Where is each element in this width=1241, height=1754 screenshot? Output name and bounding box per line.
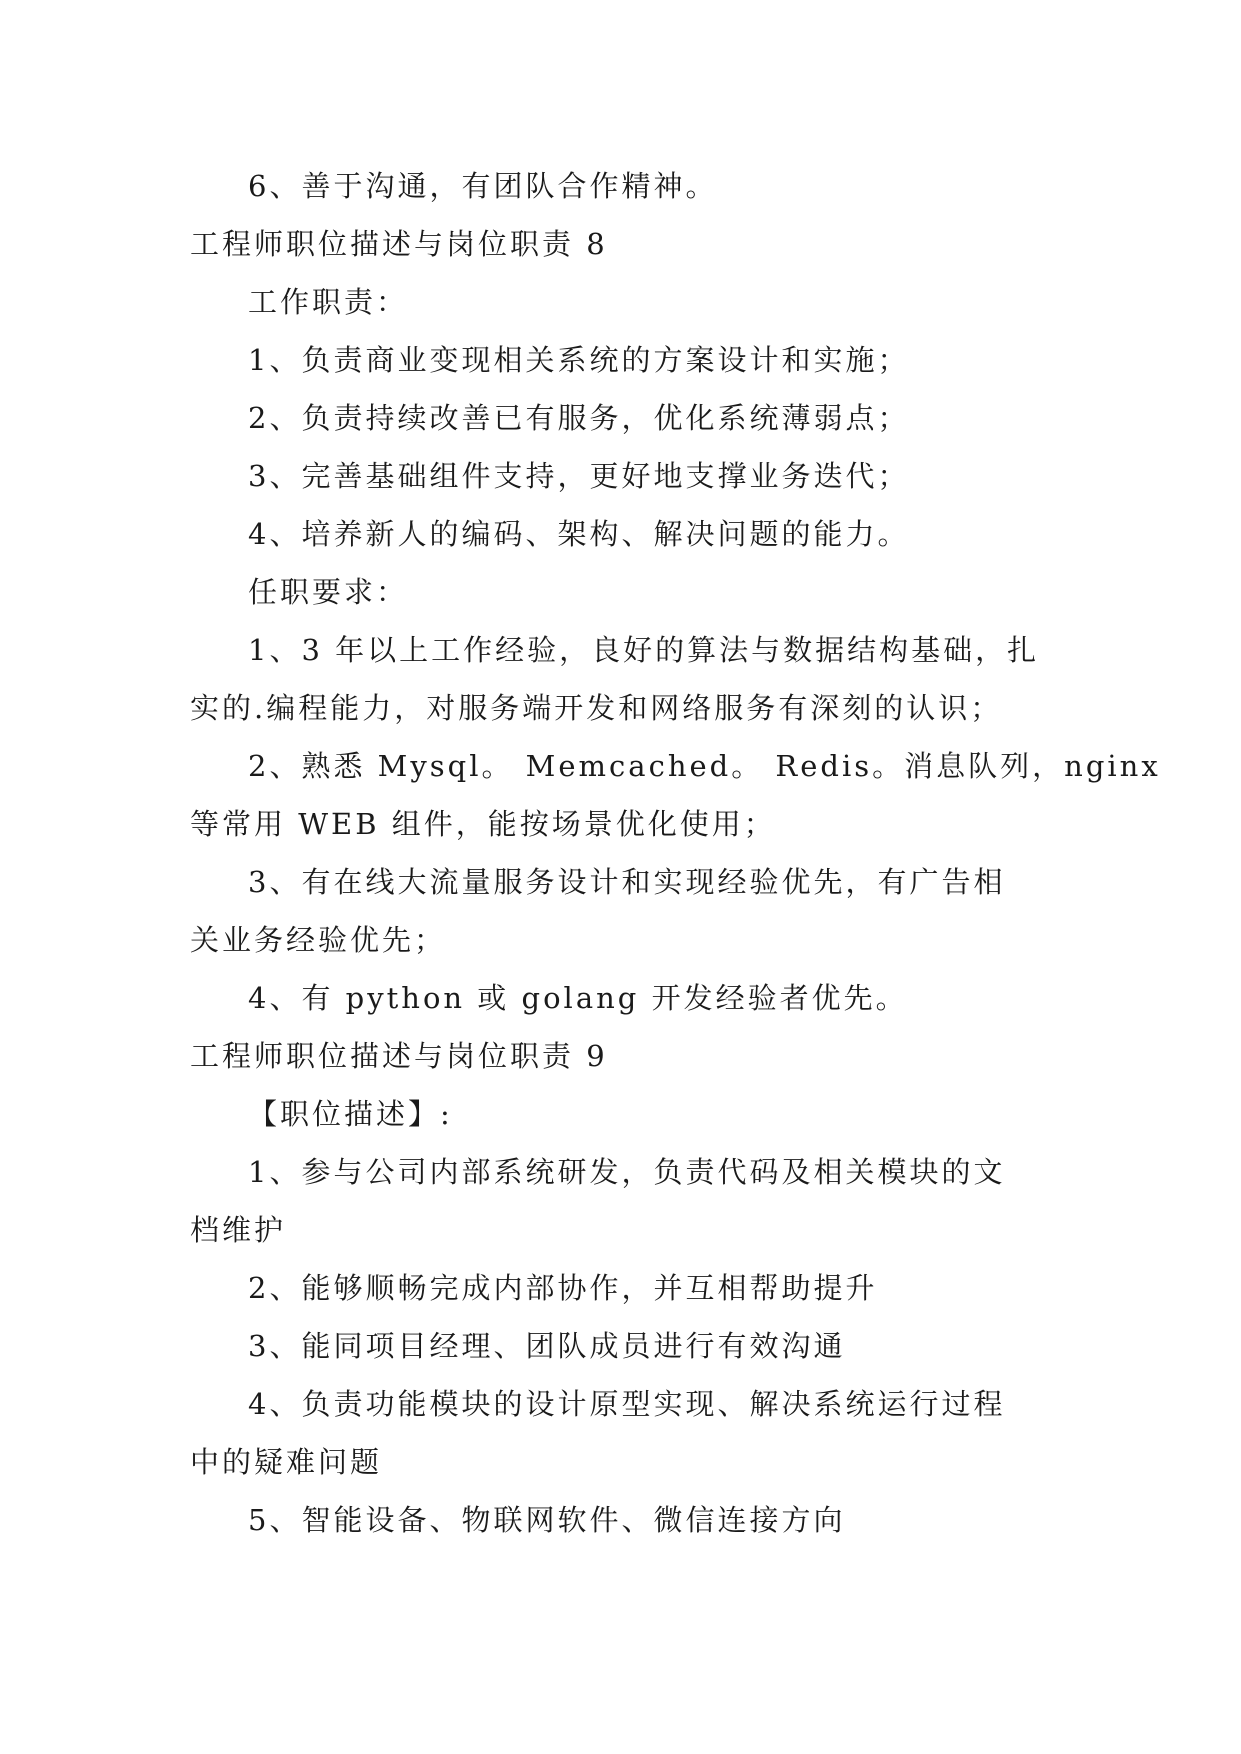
list-item-continuation: 档维护 — [190, 1213, 287, 1247]
section-heading: 工程师职位描述与岗位职责 9 — [190, 1039, 608, 1073]
list-item: 5、智能设备、物联网软件、微信连接方向 — [248, 1503, 846, 1537]
list-item-continuation: 中的疑难问题 — [190, 1445, 383, 1479]
document-body — [190, 157, 1161, 1549]
list-item: 2、负责持续改善已有服务，优化系统薄弱点； — [248, 401, 910, 435]
list-item: 4、有 python 或 golang 开发经验者优先。 — [248, 981, 908, 1015]
list-item: 6、善于沟通，有团队合作精神。 — [248, 169, 718, 203]
list-item: 2、熟悉 Mysql。 Memcached。 Redis。消息队列，nginx — [248, 749, 1161, 783]
section-heading: 工程师职位描述与岗位职责 8 — [190, 227, 608, 261]
list-item: 4、负责功能模块的设计原型实现、解决系统运行过程 — [248, 1387, 1006, 1421]
list-item: 1、负责商业变现相关系统的方案设计和实施； — [248, 343, 910, 377]
list-item: 3、能同项目经理、团队成员进行有效沟通 — [248, 1329, 846, 1363]
subsection-label: 工作职责： — [248, 285, 409, 319]
list-item: 1、3 年以上工作经验，良好的算法与数据结构基础，扎 — [248, 633, 1040, 667]
list-item: 3、完善基础组件支持，更好地支撑业务迭代； — [248, 459, 910, 493]
list-item: 4、培养新人的编码、架构、解决问题的能力。 — [248, 517, 910, 551]
list-item-continuation: 关业务经验优先； — [190, 923, 447, 957]
subsection-label: 【职位描述】: — [248, 1097, 453, 1131]
list-item: 2、能够顺畅完成内部协作，并互相帮助提升 — [248, 1271, 878, 1305]
list-item: 1、参与公司内部系统研发，负责代码及相关模块的文 — [248, 1155, 1006, 1189]
list-item-continuation: 实的.编程能力，对服务端开发和网络服务有深刻的认识； — [190, 691, 1003, 725]
subsection-label: 任职要求： — [248, 575, 409, 609]
list-item: 3、有在线大流量服务设计和实现经验优先，有广告相 — [248, 865, 1006, 899]
list-item-continuation: 等常用 WEB 组件，能按场景优化使用； — [190, 807, 776, 841]
